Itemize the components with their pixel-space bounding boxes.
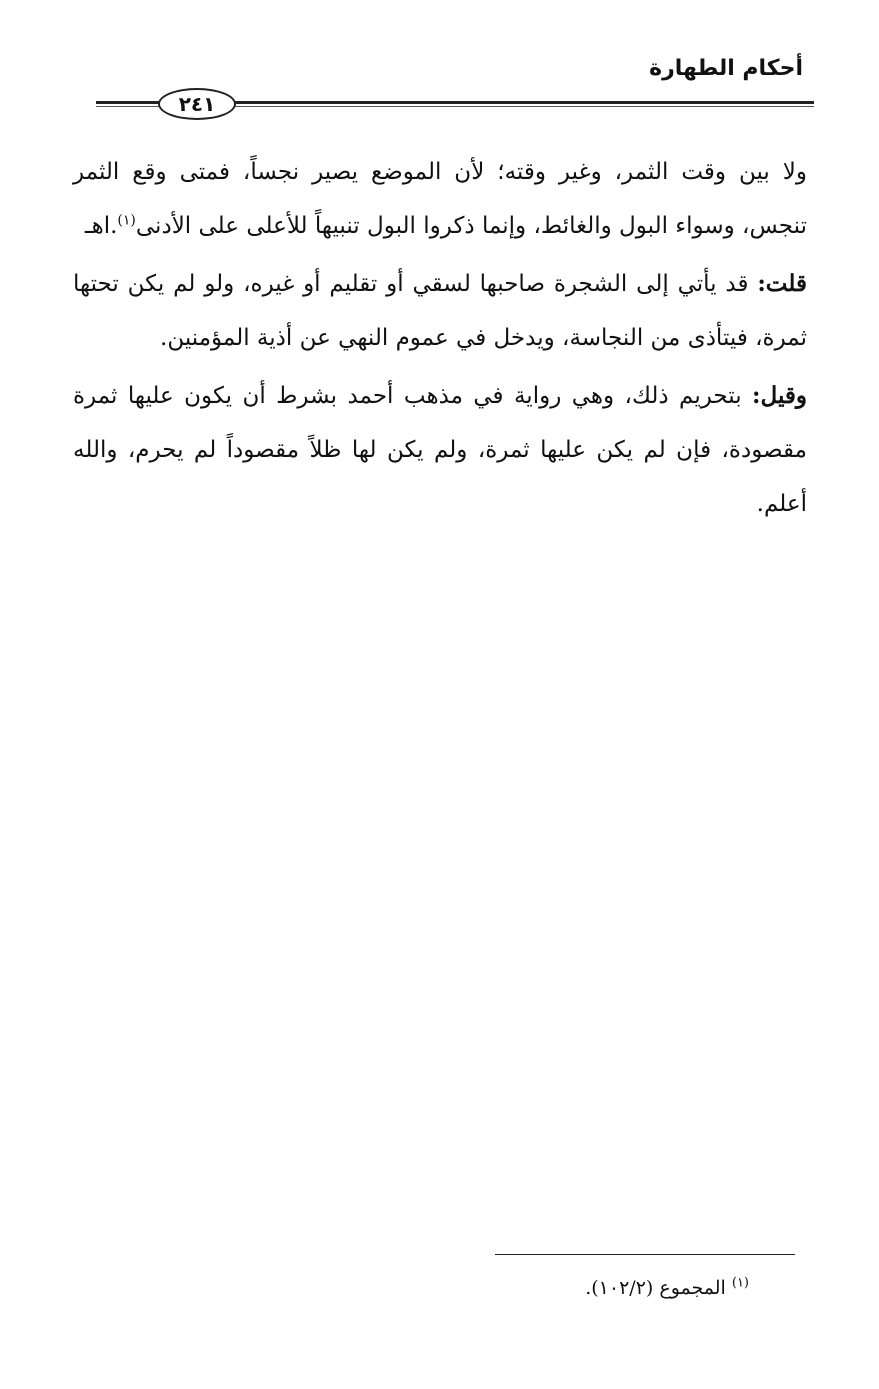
footnote-number: (١) [731,1275,749,1291]
running-title: أحكام الطهارة [649,56,803,81]
paragraph-1-text: ولا بين وقت الثمر، وغير وقته؛ لأن الموضع يصير نجساً، فمتى وقع الثمر تنجس، وسواء البول والغائط، وإنما ذكروا البول تنبيهاً للأعلى على الأدنى [73,159,807,239]
paragraph-2-lead: قلت: [757,270,807,297]
paragraph-2 [73,257,807,365]
page-number: ٢٤١ [158,88,236,120]
paragraph-3-lead: وقيل: [752,382,807,409]
paragraph-1 [73,145,807,253]
paragraph-1-tail: .اهـ [84,213,118,239]
body-text [73,145,807,535]
footnote-1 [585,1270,749,1306]
footnote-rule [495,1254,795,1255]
paragraph-3-text: بتحريم ذلك، وهي رواية في مذهب أحمد بشرط أن يكون عليها ثمرة مقصودة، فإن لم يكن عليها ثمرة، ولم يكن لها ظلاً مقصوداً لم يحرم، والله أعلم. [73,383,807,517]
footnote-reference: (١) [117,212,136,229]
paragraph-3 [73,369,807,531]
footnote-text: المجموع (١٠٢/٢). [585,1277,726,1299]
paragraph-2-text: قد يأتي إلى الشجرة صاحبها لسقي أو تقليم أو غيره، ولو لم يكن تحتها ثمرة، فيتأذى من النجاسة، ويدخل في عموم النهي عن أذية المؤمنين. [73,271,807,351]
